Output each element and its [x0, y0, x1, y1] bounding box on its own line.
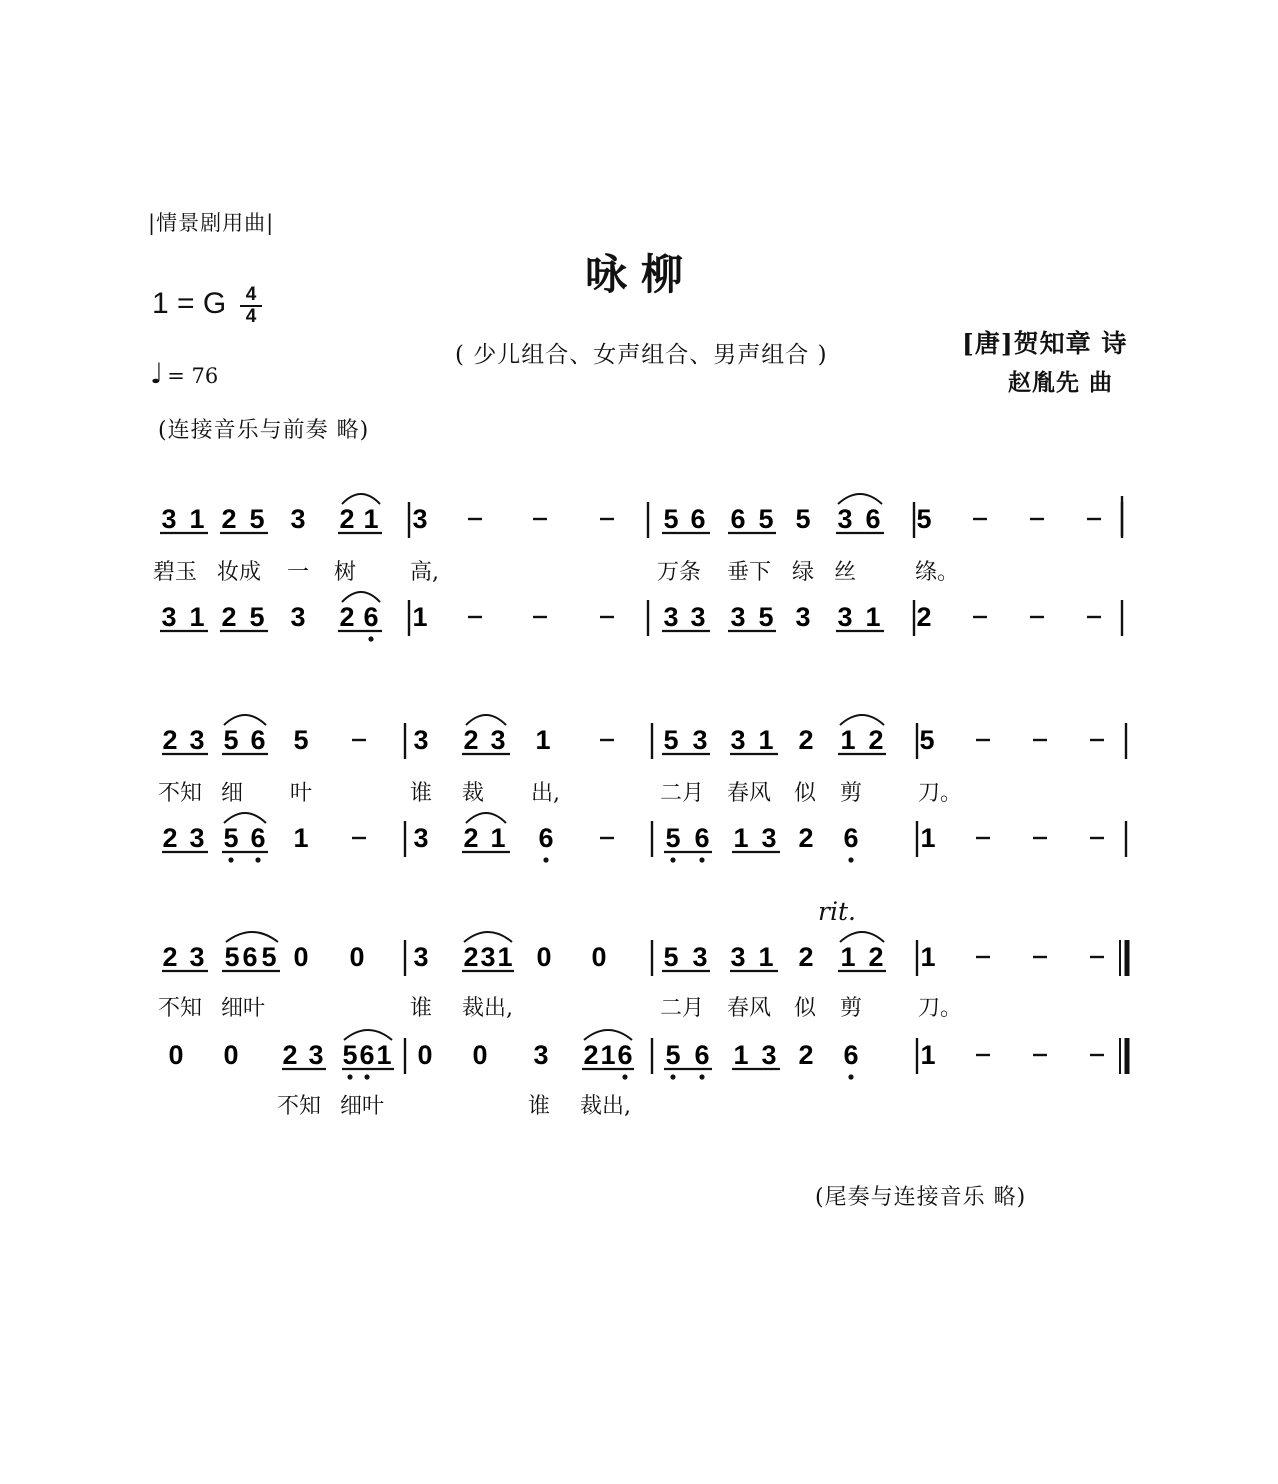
- upper-voice-note: 1: [840, 942, 856, 972]
- upper-voice-note: 3: [480, 942, 496, 972]
- lower-voice-note: 0: [417, 1040, 433, 1070]
- upper-voice-note: 3: [161, 504, 177, 534]
- upper-voice-note: 5: [223, 725, 239, 755]
- lyric-syllable: 二月: [660, 781, 705, 806]
- lower-voice-note: 5: [758, 602, 774, 632]
- lower-voice-note: 2: [282, 1040, 298, 1070]
- lower-voice-note: 6: [843, 1040, 859, 1070]
- lower-voice-octave-dot: [255, 857, 260, 862]
- upper-voice-note: 6: [730, 504, 746, 534]
- upper-voice-note: 5: [293, 725, 309, 755]
- upper-voice-tie-arc: [464, 932, 512, 942]
- lyric-syllable: 刀。: [918, 781, 963, 806]
- lyric-syllable: 谁: [410, 781, 433, 806]
- upper-voice-note: 3: [692, 942, 708, 972]
- lower-voice-note: 2: [339, 602, 355, 632]
- upper-voice-note: 5: [795, 504, 811, 534]
- lower-voice-note: 5: [342, 1040, 358, 1070]
- upper-voice-note: 3: [692, 725, 708, 755]
- upper-voice-note: 6: [250, 725, 266, 755]
- upper-voice-note: 2: [798, 942, 814, 972]
- upper-voice-note: 5: [224, 942, 240, 972]
- lower-voice-octave-dot: [848, 1074, 853, 1079]
- upper-voice-note: 2: [162, 942, 178, 972]
- lower-voice-note: 6: [359, 1040, 375, 1070]
- lower-voice-note: 6: [538, 823, 554, 853]
- lyric-syllable: 不知: [277, 1094, 322, 1119]
- lower-voice-note: 5: [665, 823, 681, 853]
- lower-voice-octave-dot: [228, 857, 233, 862]
- lower-voice-note: 3: [413, 823, 429, 853]
- lower-voice-note: 2: [583, 1040, 599, 1070]
- lower-voice-octave-dot: [670, 857, 675, 862]
- upper-voice-note: 6: [865, 504, 881, 534]
- lyric-syllable: 剪: [840, 996, 863, 1021]
- lyric-syllable: 妆成: [217, 560, 262, 585]
- time-signature-top: 4: [245, 284, 257, 305]
- song-title: 咏柳: [585, 250, 698, 299]
- lower-voice-note: 5: [223, 823, 239, 853]
- lower-voice-note: 0: [472, 1040, 488, 1070]
- upper-voice-note: 1: [497, 942, 513, 972]
- upper-voice-note: 5: [261, 942, 277, 972]
- upper-voice-note: 5: [663, 725, 679, 755]
- lower-voice-octave-dot: [368, 636, 373, 641]
- lyric-syllable: 一: [287, 560, 310, 585]
- lyric-syllable: 春风: [727, 781, 772, 806]
- upper-voice-note: 3: [490, 725, 506, 755]
- lower-voice-note: 3: [189, 823, 205, 853]
- category-label: |情景剧用曲|: [148, 211, 275, 235]
- upper-voice-note: 3: [730, 942, 746, 972]
- upper-voice-note: 2: [339, 504, 355, 534]
- upper-voice-note: 5: [758, 504, 774, 534]
- upper-voice-note: 0: [349, 942, 365, 972]
- upper-voice-note: 1: [920, 942, 936, 972]
- lyric-syllable: 不知: [158, 781, 203, 806]
- upper-voice-tie-arc: [840, 715, 884, 725]
- upper-voice-note: 0: [293, 942, 309, 972]
- lower-voice-note: 3: [690, 602, 706, 632]
- lower-voice-tie-arc: [584, 1030, 632, 1040]
- lower-voice-note: 1: [490, 823, 506, 853]
- upper-voice-note: 3: [413, 725, 429, 755]
- upper-voice-note: 3: [189, 942, 205, 972]
- lyric-syllable: 似: [794, 781, 817, 806]
- lower-voice-note: 0: [168, 1040, 184, 1070]
- lyric-syllable: 裁出,: [462, 996, 513, 1021]
- lyric-syllable: 树: [334, 560, 357, 585]
- upper-voice-note: 6: [242, 942, 258, 972]
- lower-voice-note: 3: [730, 602, 746, 632]
- lyric-syllable: 二月: [660, 996, 705, 1021]
- lyric-syllable: 春风: [727, 996, 772, 1021]
- lyric-syllable: 剪: [840, 781, 863, 806]
- upper-voice-note: 2: [221, 504, 237, 534]
- lower-voice-note: 1: [733, 823, 749, 853]
- lower-voice-note: 3: [161, 602, 177, 632]
- lower-voice-note: 1: [733, 1040, 749, 1070]
- lower-voice-tie-arc: [344, 1030, 392, 1040]
- key-signature: 1 = G: [152, 287, 227, 320]
- lower-voice-note: 6: [843, 823, 859, 853]
- lower-voice-note: 2: [916, 602, 932, 632]
- lower-voice-octave-dot: [347, 1074, 352, 1079]
- lower-voice-note: 3: [663, 602, 679, 632]
- lyric-syllable: 细叶: [340, 1094, 385, 1119]
- upper-voice-tie-arc: [342, 494, 380, 504]
- upper-voice-note: 3: [290, 504, 306, 534]
- upper-voice-note: 3: [730, 725, 746, 755]
- upper-voice-note: 2: [463, 725, 479, 755]
- lyric-syllable: 谁: [528, 1094, 551, 1119]
- upper-voice-note: 1: [363, 504, 379, 534]
- lyric-syllable: 谁: [410, 996, 433, 1021]
- upper-voice-tie-arc: [840, 932, 884, 942]
- lower-voice-note: 3: [308, 1040, 324, 1070]
- upper-voice-note: 5: [919, 725, 935, 755]
- lower-voice-tie-arc: [224, 813, 266, 823]
- lower-voice-note: 2: [798, 1040, 814, 1070]
- lyric-syllable: 刀。: [918, 996, 963, 1021]
- upper-voice-note: 3: [189, 725, 205, 755]
- composer-credit: 赵胤先 曲: [1008, 369, 1114, 396]
- lyric-syllable: 裁出,: [580, 1094, 631, 1119]
- lower-voice-note: 6: [250, 823, 266, 853]
- upper-voice-note: 2: [162, 725, 178, 755]
- lower-voice-note: 0: [223, 1040, 239, 1070]
- upper-voice-note: 2: [868, 725, 884, 755]
- time-signature-bottom: 4: [245, 306, 257, 327]
- lyric-syllable: 碧玉: [153, 560, 198, 585]
- lower-voice-note: 3: [761, 1040, 777, 1070]
- lyric-syllable: 似: [794, 996, 817, 1021]
- lower-voice-note: 6: [694, 1040, 710, 1070]
- upper-voice-note: 2: [798, 725, 814, 755]
- tempo-value: = 76: [167, 364, 219, 388]
- lower-voice-note: 3: [761, 823, 777, 853]
- lower-voice-note: 1: [600, 1040, 616, 1070]
- upper-voice-note: 5: [663, 504, 679, 534]
- lower-voice-note: 5: [249, 602, 265, 632]
- lower-voice-note: 6: [617, 1040, 633, 1070]
- upper-voice-tie-arc: [838, 494, 882, 504]
- upper-voice-note: 1: [535, 725, 551, 755]
- lyric-syllable: 绦。: [915, 560, 960, 585]
- rit-marking: rit.: [818, 897, 856, 926]
- lower-voice-note: 2: [221, 602, 237, 632]
- lyric-syllable: 叶: [290, 781, 313, 806]
- lyric-syllable: 不知: [158, 996, 203, 1021]
- lyric-syllable: 丝: [834, 560, 857, 585]
- lyric-syllable: 万条: [657, 560, 702, 585]
- lower-voice-note: 1: [376, 1040, 392, 1070]
- upper-voice-note: 0: [591, 942, 607, 972]
- lower-voice-note: 6: [363, 602, 379, 632]
- lower-voice-note: 1: [920, 823, 936, 853]
- upper-voice-note: 5: [916, 504, 932, 534]
- lower-voice-octave-dot: [699, 857, 704, 862]
- lower-voice-note: 6: [694, 823, 710, 853]
- lower-voice-octave-dot: [699, 1074, 704, 1079]
- upper-voice-note: 1: [840, 725, 856, 755]
- upper-voice-note: 2: [868, 942, 884, 972]
- lower-voice-note: 1: [920, 1040, 936, 1070]
- lower-voice-note: 3: [290, 602, 306, 632]
- lower-voice-note: 2: [798, 823, 814, 853]
- outro-note: (尾奏与连接音乐 略): [815, 1185, 1027, 1210]
- lower-voice-note: 1: [865, 602, 881, 632]
- lower-voice-note: 5: [665, 1040, 681, 1070]
- lower-voice-note: 1: [412, 602, 428, 632]
- lower-voice-note: 3: [837, 602, 853, 632]
- lyric-syllable: 绿: [792, 560, 815, 585]
- lower-voice-note: 3: [795, 602, 811, 632]
- lower-voice-octave-dot: [543, 857, 548, 862]
- upper-voice-note: 1: [758, 942, 774, 972]
- upper-voice-note: 1: [189, 504, 205, 534]
- lyric-syllable: 垂下: [727, 560, 772, 585]
- upper-voice-note: 6: [690, 504, 706, 534]
- upper-voice-tie-arc: [466, 715, 506, 725]
- upper-voice-note: 5: [249, 504, 265, 534]
- upper-voice-note: 0: [536, 942, 552, 972]
- lower-voice-octave-dot: [622, 1074, 627, 1079]
- poet-credit: [唐]贺知章 诗: [962, 329, 1128, 358]
- lower-voice-tie-arc: [342, 592, 380, 602]
- lower-voice-tie-arc: [466, 813, 506, 823]
- lower-voice-note: 1: [189, 602, 205, 632]
- intro-note: (连接音乐与前奏 略): [158, 418, 370, 443]
- upper-voice-tie-arc: [226, 932, 278, 942]
- upper-voice-note: 1: [758, 725, 774, 755]
- quarter-note-icon: ♩: [150, 357, 164, 390]
- upper-voice-note: 2: [463, 942, 479, 972]
- upper-voice-tie-arc: [224, 715, 266, 725]
- lyric-syllable: 细叶: [221, 996, 266, 1021]
- lower-voice-note: 2: [463, 823, 479, 853]
- upper-voice-note: 5: [663, 942, 679, 972]
- lower-voice-note: 1: [293, 823, 309, 853]
- lyric-syllable: 裁: [462, 781, 485, 806]
- upper-voice-note: 3: [412, 504, 428, 534]
- lyric-syllable: 出,: [531, 781, 560, 806]
- upper-voice-note: 3: [413, 942, 429, 972]
- lower-voice-note: 3: [533, 1040, 549, 1070]
- subtitle: ( 少儿组合、女声组合、男声组合 ): [455, 342, 828, 368]
- lower-voice-octave-dot: [848, 857, 853, 862]
- lower-voice-octave-dot: [364, 1074, 369, 1079]
- lyric-syllable: 细: [221, 781, 244, 806]
- upper-voice-note: 3: [837, 504, 853, 534]
- lyric-syllable: 高,: [410, 560, 439, 585]
- lower-voice-octave-dot: [670, 1074, 675, 1079]
- lower-voice-note: 2: [162, 823, 178, 853]
